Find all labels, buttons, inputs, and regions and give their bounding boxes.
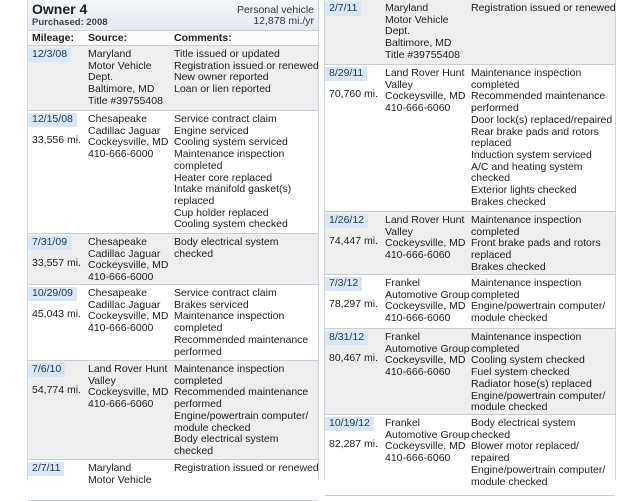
record-date-column [28,111,84,146]
record-date: 12/15/08 [28,113,77,127]
comment-line: Induction system serviced [471,148,592,161]
source-line: Automotive Group [385,428,470,441]
comment-line: checked [471,428,511,441]
record-date-column [28,285,84,320]
record-source [385,417,470,465]
source-line: Cockeysville, MD [385,300,466,313]
comment-line: Maintenance inspection [174,148,285,161]
source-line: Automotive Group [385,342,470,355]
owner-purchased: Purchased: 2008 [32,17,108,28]
comment-line: Engine/powertrain computer/ [471,300,606,313]
source-line: Frankel [385,417,421,429]
record-date: 2/7/11 [28,462,64,476]
source-line: Cockeysville, MD [385,440,466,453]
comment-line: performed [174,345,222,358]
record-comments [471,2,616,15]
source-line: Frankel [385,331,421,343]
comment-line: A/C and heating system [471,160,583,173]
comment-line: Registration issued or renewed [471,2,616,14]
history-record [28,460,318,501]
record-source [88,114,170,161]
record-comments [174,462,319,475]
comment-line: completed [174,159,223,172]
owner-header [28,0,318,31]
source-line: Baltimore, MD [385,37,452,50]
comment-line: Rear brake pads and rotors [471,125,599,138]
comment-line: Registration issued or renewed [174,462,319,474]
comment-line: Radiator hose(s) replaced [471,377,592,390]
record-source [385,277,470,325]
record-date: 8/31/12 [325,331,368,345]
record-comments [471,68,613,208]
source-line: 410-666-6060 [385,102,451,115]
source-line: 410-666-6000 [88,322,154,335]
history-record [325,212,615,275]
comment-line: Maintenance inspection [174,363,285,375]
source-line: 410-666-6060 [88,398,154,411]
source-line: Cadillac Jaguar [88,124,161,137]
record-list-right [325,0,615,496]
source-line: Chesapeake [88,236,147,248]
source-line: Cockeysville, MD [385,354,466,367]
source-line: Valley [385,78,413,91]
comment-line: Cooling system checked [174,218,288,231]
history-record [28,111,318,234]
record-comments [174,288,316,358]
record-source [88,364,170,411]
record-mileage: 78,297 mi. [329,297,379,310]
record-source [385,3,467,62]
source-line: Maryland [88,462,132,474]
record-date-column [325,415,381,450]
comment-line: Maintenance inspection [471,214,582,226]
history-record [28,234,318,285]
source-line: Title #39755408 [385,48,460,61]
record-source [385,68,467,115]
comment-line: Engine/powertrain computer/ [174,409,309,422]
record-comments [174,364,316,458]
record-mileage: 45,043 mi. [32,307,82,320]
comment-line: performed [471,102,519,115]
comment-line: New owner reported [174,71,269,84]
record-source [88,237,170,284]
comment-line: Recommended maintenance [174,386,309,399]
source-line: Cockeysville, MD [88,386,169,399]
source-line: 410-666-6060 [385,312,451,325]
history-record [28,361,318,460]
comment-line: module checked [174,421,251,434]
record-mileage: 54,774 mi. [32,383,82,396]
record-comments [471,418,613,488]
source-line: Valley [88,374,116,387]
comment-line: completed [174,322,223,335]
comment-line: completed [471,288,520,301]
source-line: 410-666-6000 [88,271,154,284]
record-mileage: 74,447 mi. [329,234,379,247]
record-date-column [28,361,84,396]
comment-line: Front brake pads and rotors [471,237,601,250]
source-line: Chesapeake [88,287,147,299]
source-line: Chesapeake [88,113,147,125]
comment-line: Cup holder replaced [174,206,269,219]
source-line: Dept. [385,25,411,38]
comment-line: checked [174,247,214,260]
source-line: 410-666-6060 [385,249,451,262]
comment-line: Loan or lien reported [174,83,271,96]
record-list-left [28,46,318,501]
history-record [325,0,615,65]
comment-line: completed [471,78,520,91]
comment-line: Engine/powertrain computer/ [471,389,606,402]
record-mileage: 82,287 mi. [329,437,379,450]
record-date-column [325,275,381,310]
source-line: Baltimore, MD [88,83,155,96]
comment-line: Recommended maintenance [174,333,309,346]
comment-line: Body electrical system [174,433,279,446]
comment-line: Heater core replaced [174,171,273,184]
comment-line: Engine/powertrain computer/ [471,463,606,476]
record-source [88,288,170,335]
record-mileage: 80,467 mi. [329,351,379,364]
owner-title: Owner 4 [32,1,88,17]
record-date: 7/31/09 [28,236,71,250]
record-date-column [325,65,381,100]
record-date: 10/19/12 [325,417,374,431]
history-record [325,275,615,329]
record-date-column [325,0,381,16]
source-line: Title #39755408 [88,94,163,107]
mileage-header: Mileage: [32,32,75,44]
source-line: Dept. [88,71,114,84]
comment-line: checked [174,444,214,457]
record-mileage: 33,557 mi. [32,256,82,269]
record-date: 2/7/11 [325,2,361,16]
comment-line: module checked [471,475,548,488]
record-date-column [325,329,381,364]
record-mileage: 70,760 mi. [329,87,379,100]
source-line: Cockeysville, MD [88,310,169,323]
source-line: Cadillac Jaguar [88,247,161,260]
comment-line: Fuel system checked [471,366,570,379]
record-source [88,463,170,486]
comment-line: Maintenance inspection [471,67,582,79]
column-headers [28,31,318,46]
source-line: 410-666-6060 [385,452,451,465]
source-line: Maryland [385,2,429,14]
comment-line: Title issued or updated [174,48,280,60]
comment-line: Registration issued or renewed [174,59,319,72]
source-line: Automotive Group [385,288,470,301]
source-header: Source: [88,32,128,44]
vehicle-type: Personal vehicle [236,4,314,16]
comment-line: completed [471,225,520,238]
record-mileage: 33,556 mi. [32,133,82,146]
comment-line: Service contract claim [174,113,277,125]
comment-line: module checked [471,401,548,414]
comment-line: repaired [471,452,510,465]
history-column-left [27,0,319,486]
comment-line: Intake manifold gasket(s) [174,183,292,196]
comments-header: Comments: [174,32,232,44]
record-comments [174,48,319,96]
history-record [325,329,615,415]
record-comments [471,278,613,325]
source-line: Motor Vehicle [385,13,449,26]
source-line: 410-666-6000 [88,148,154,161]
comment-line: checked [471,172,511,185]
record-date: 12/3/08 [28,48,71,62]
comment-line: Brakes checked [471,195,546,208]
record-date-column [28,46,84,62]
record-date-column [325,212,381,247]
record-date: 7/3/12 [325,277,362,291]
record-date: 1/26/12 [325,214,368,228]
comment-line: Maintenance inspection [471,331,582,343]
comment-line: replaced [471,249,512,262]
record-date: 8/29/11 [325,67,367,81]
history-column-right [324,0,616,488]
record-source [88,49,170,108]
source-line: 410-666-6060 [385,366,451,379]
comment-line: replaced [174,194,215,207]
history-record [28,285,318,361]
comment-line: Maintenance inspection [471,277,582,289]
comment-line: completed [174,374,223,387]
source-line: Maryland [88,48,132,60]
comment-line: performed [174,398,222,411]
comment-line: Body electrical system [174,236,279,248]
source-line: Motor Vehicle [88,473,152,486]
comment-line: Cooling system checked [471,354,585,367]
source-line: Cockeysville, MD [88,259,169,272]
source-line: Motor Vehicle [88,59,152,72]
history-record [325,415,615,496]
comment-line: replaced [471,137,512,150]
record-comments [471,332,613,414]
record-source [385,215,467,262]
comment-line: Engine serviced [174,124,249,137]
record-date-column [28,460,84,476]
comment-line: Cooling system serviced [174,136,288,149]
comment-line: Service contract claim [174,287,277,299]
source-line: Cadillac Jaguar [88,298,161,311]
miles-per-year: 12,878 mi./yr [253,15,314,27]
history-record [28,46,318,111]
source-line: Cockeysville, MD [385,237,466,250]
source-line: Land Rover Hunt [88,363,168,375]
comment-line: Recommended maintenance [471,90,606,103]
comment-line: completed [471,342,520,355]
record-date: 7/6/10 [28,363,65,377]
comment-line: Door lock(s) replaced/repaired [471,113,613,126]
comment-line: module checked [471,312,548,325]
comment-line: Blower motor replaced/ [471,440,579,453]
record-comments [174,114,316,231]
source-line: Valley [385,225,413,238]
record-comments [174,237,316,260]
record-date: 10/29/09 [28,287,77,301]
record-source [385,331,470,379]
source-line: Cockeysville, MD [385,90,466,103]
comment-line: Body electrical system [471,417,576,429]
source-line: Land Rover Hunt [385,214,465,226]
source-line: Land Rover Hunt [385,67,465,79]
source-line: Frankel [385,277,421,289]
record-comments [471,215,613,274]
source-line: Cockeysville, MD [88,136,169,149]
history-record [325,65,615,212]
comment-line: Exterior lights checked [471,184,577,197]
record-date-column [28,234,84,269]
comment-line: Maintenance inspection [174,310,285,323]
comment-line: Brakes serviced [174,298,249,311]
comment-line: Brakes checked [471,260,546,273]
